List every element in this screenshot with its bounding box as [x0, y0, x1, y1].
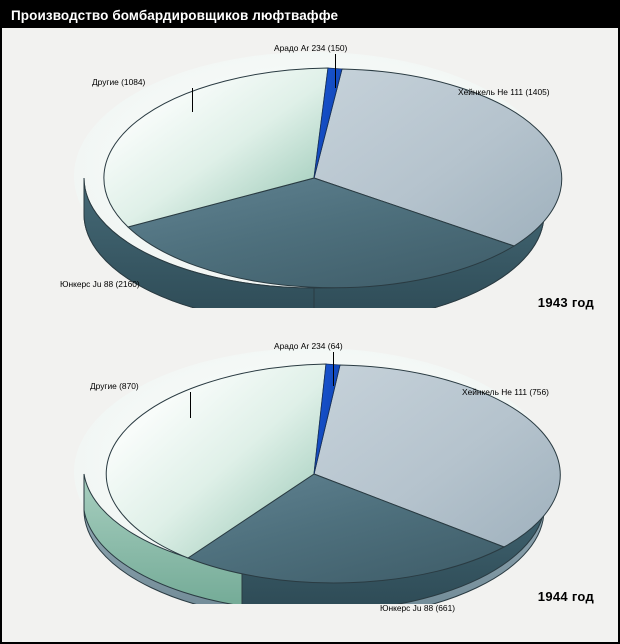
- leader-line-other-1943: [192, 88, 193, 112]
- slice-label-arado-1944: Арадо Ar 234 (64): [274, 341, 343, 351]
- chart-area-1944: [2, 324, 618, 618]
- year-label-1944: 1944 год: [537, 589, 594, 604]
- slice-label-other-1944: Другие (870): [90, 381, 139, 391]
- chart-area-1943: [2, 28, 618, 324]
- leader-line-arado-1943: [335, 54, 336, 88]
- leader-line-other-1944: [190, 392, 191, 418]
- chart-title-bar: [2, 2, 618, 28]
- slice-label-junkers-1943: Юнкерс Ju 88 (2160): [60, 279, 140, 289]
- slice-label-heinkel-1943: Хейнкель He 111 (1405): [458, 87, 550, 97]
- page-title: Производство бомбардировщиков люфтваффе: [11, 7, 339, 23]
- slice-label-arado-1943: Арадо Ar 234 (150): [274, 43, 348, 53]
- slice-label-other-1943: Другие (1084): [92, 77, 146, 87]
- pie-chart-1943: [2, 28, 618, 324]
- slice-label-junkers-1944: Юнкерс Ju 88 (661): [380, 603, 456, 613]
- slice-label-heinkel-1944: Хейнкель He 111 (756): [462, 387, 549, 397]
- year-label-1943: 1943 год: [537, 295, 594, 310]
- pie-chart-1944: [2, 324, 618, 618]
- leader-line-arado-1944: [333, 352, 334, 386]
